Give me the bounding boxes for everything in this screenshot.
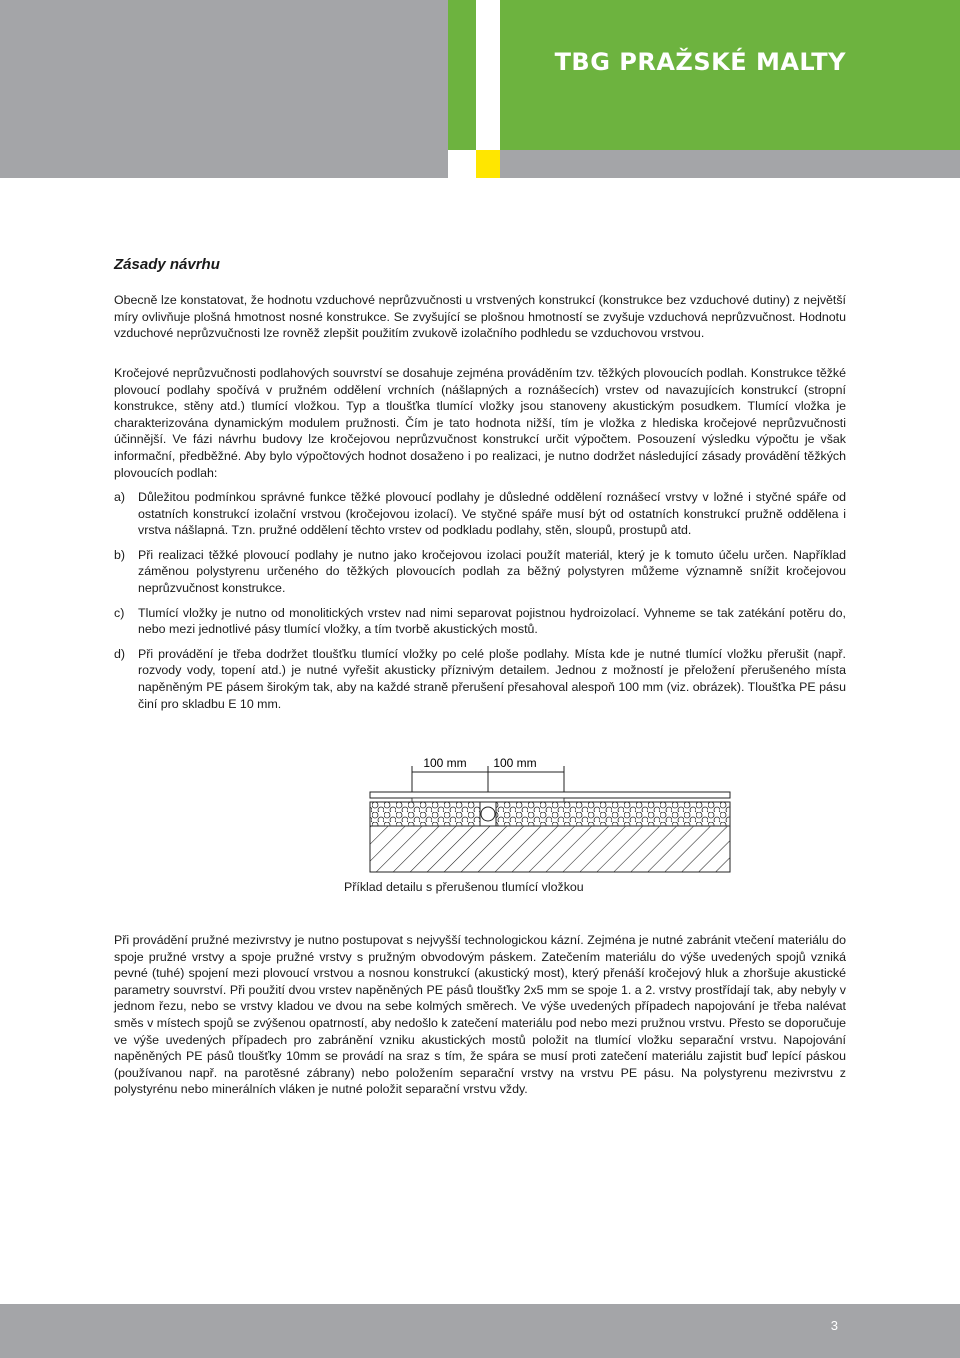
list-item-text: Při provádění je třeba dodržet tloušťku tlumící vložky po celé ploše podlahy. Místa kde je nutné tlumící vložku přerušit (např. rozvody vody, topení atd.) je nutné vyřešit akusticky příznivým detailem. Jednou z možností je přeložení přerušeného místa napěněným PE pásem širokým tak, aby na každé straně přerušení přesahoval alespoň 100 mm (viz. obrázek). Tloušťka PE pásu činí pro skladbu E 10 mm. [138, 646, 846, 711]
principles-list [114, 489, 846, 720]
list-item-text: Důležitou podmínkou správné funkce těžké plovoucí podlahy je důsledné oddělení roznášecí vrstvy v ložné i styčné spáře od ostatních konstrukcí izolační vrstvou (kročejovou izolací). Ve styčné spáře musí být od ostatních konstrukcí pružně oddělena i vrstva nášlapná. Tzn. pružné oddělení těchto vrstev od podkladu podlahy, stěn, sloupů, prostupů atd. [138, 490, 846, 538]
dimension-label-left: 100 mm [423, 756, 467, 770]
figure-caption: Příklad detailu s přerušenou tlumící vložkou [344, 880, 584, 894]
intro-paragraph: Obecně lze konstatovat, že hodnotu vzduchové neprůzvučnosti u vrstvených konstrukcí (konstrukce bez vzduchové dutiny) z největší míry ovlivňuje plošná hmotnost nosné konstrukce. Se zvyšující se plošnou hmotností se zvyšuje vzduchová neprůzvučnost. Hodnotu vzduchové neprůzvučnosti lze rovněž zlepšit použitím zvukově izolačního podhledu se vzduchovou vrstvou. [114, 293, 846, 341]
final-paragraph: Při provádění pružné mezivrstvy je nutno postupovat s nejvyšší technologickou kázní. Zejména je nutné zabránit vtečení materiálu do spoje pružné vrstvy a spoje pružné vrstvy s pružným obvodovým páskem. Zatečením materiálu do výše uvedených spojů vzniká pevné (tuhé) spojení mezi plovoucí vrstvou a nosnou konstrukcí (akustický most), který přenáší kročejový hluk a zhoršuje akustické parametry souvrství. Při použití dvou vrstev napěněných PE pásů tloušťky 2x5 mm se spoje 1. a 2. vrstvy prostřídají tak, aby nebyly v jednom řezu, nebo se vrstvy kladou ve dvou na sebe kolmých směrech. Ve výše uvedených případech napojování je třeba nalévat směs v místech spojů se zvýšenou opatrností, aby nedošlo k zatečení materiálu pod nebo mezi pružnou vrstvu. Přesto se doporučuje ve výše uvedených případech pro zabránění vzniku akustických mostů položit na tlumící vložku separační vrstvu. Napojování napěněných PE pásů tloušťky 10mm se provádí na sraz s tím, že spára se musí proti zatečení materiálu zajistit buď lepící páskou (používanou např. na parotěsné zábrany) nebo položením separační vrstvy na vrstvu PE pásu. Na polystyrenu mezivrstvu z polystyrénu nebo minerálních vláken je nutné položit separační vrstvu vždy. [114, 933, 846, 1097]
list-item-label: d) [114, 646, 126, 661]
brand-logo: TBG PRAŽSKÉ MALTY [554, 48, 846, 76]
header-gray-block [0, 0, 448, 178]
list-item-text: Při realizaci těžké plovoucí podlahy je nutno jako kročejovou izolaci použít materiál, který je k tomuto účelu určen. Například záměnou polystyrenu určeného do těžkých plovoucích podlah za běžný polystyren můžeme významně snížit kročejovou neprůzvučnost konstrukce. [138, 547, 846, 595]
list-item-label: a) [114, 490, 126, 504]
list-item [114, 547, 846, 597]
page-number: 3 [830, 1318, 838, 1333]
page-footer [0, 1304, 960, 1358]
header-gray-stripe [500, 150, 960, 178]
floor-cover-layer [370, 792, 730, 798]
list-item-text: Tlumící vložky je nutno od monolitických vrstev nad nimi separovat pojistnou hydroizolací. Vyhneme se tak zatékání potěru do, nebo mezi jednotlivé pásy tlumící vložky, a tím tvorbě akustických mostů. [138, 605, 846, 637]
list-item [114, 646, 846, 712]
list-item-label: c) [114, 605, 125, 620]
intro-section [114, 292, 846, 342]
list-item [114, 489, 846, 539]
pipe [481, 807, 495, 821]
pe-strip [412, 798, 564, 802]
main-section [114, 365, 846, 481]
final-section [114, 932, 846, 1098]
main-paragraph: Kročejové neprůzvučnosti podlahových souvrství se dosahuje zejména prováděním tzv. těžkých plovoucích podlah. Konstrukce těžké plovoucí podlahy spočívá v pružném oddělení vrchních (nášlapných a roznášecích) vrstev od navazujících konstrukcí (stropní konstrukce, stěny atd.) tlumící vložkou. Typ a tloušťka tlumící vložky jsou stanoveny akustickým posudkem. Tlumící vložka je charakterizována dynamickým modulem pružnosti. Čím je tato hodnota nižší, tím je vložka z hlediska kročejové neprůzvučnosti účinnější. Ve fázi návrhu budovy lze kročejovou neprůzvučnost konstrukcí určit výpočtem. Posouzení výsledku výpočtu je však informační, předběžné. Aby bylo výpočtových hodnot dosaženo i po realizaci, je nutno dodržet následující zásady provádění těžkých plovoucích podlah: [114, 366, 846, 480]
list-item-label: b) [114, 547, 126, 562]
page-header [0, 0, 960, 178]
list-item [114, 605, 846, 638]
header-yellow-square [476, 150, 500, 178]
page-title: Zásady návrhu [114, 256, 220, 273]
concrete-slab [370, 826, 730, 872]
dimension-label-right: 100 mm [493, 756, 537, 770]
damping-layer [370, 802, 730, 826]
header-green-stripe [448, 0, 476, 150]
